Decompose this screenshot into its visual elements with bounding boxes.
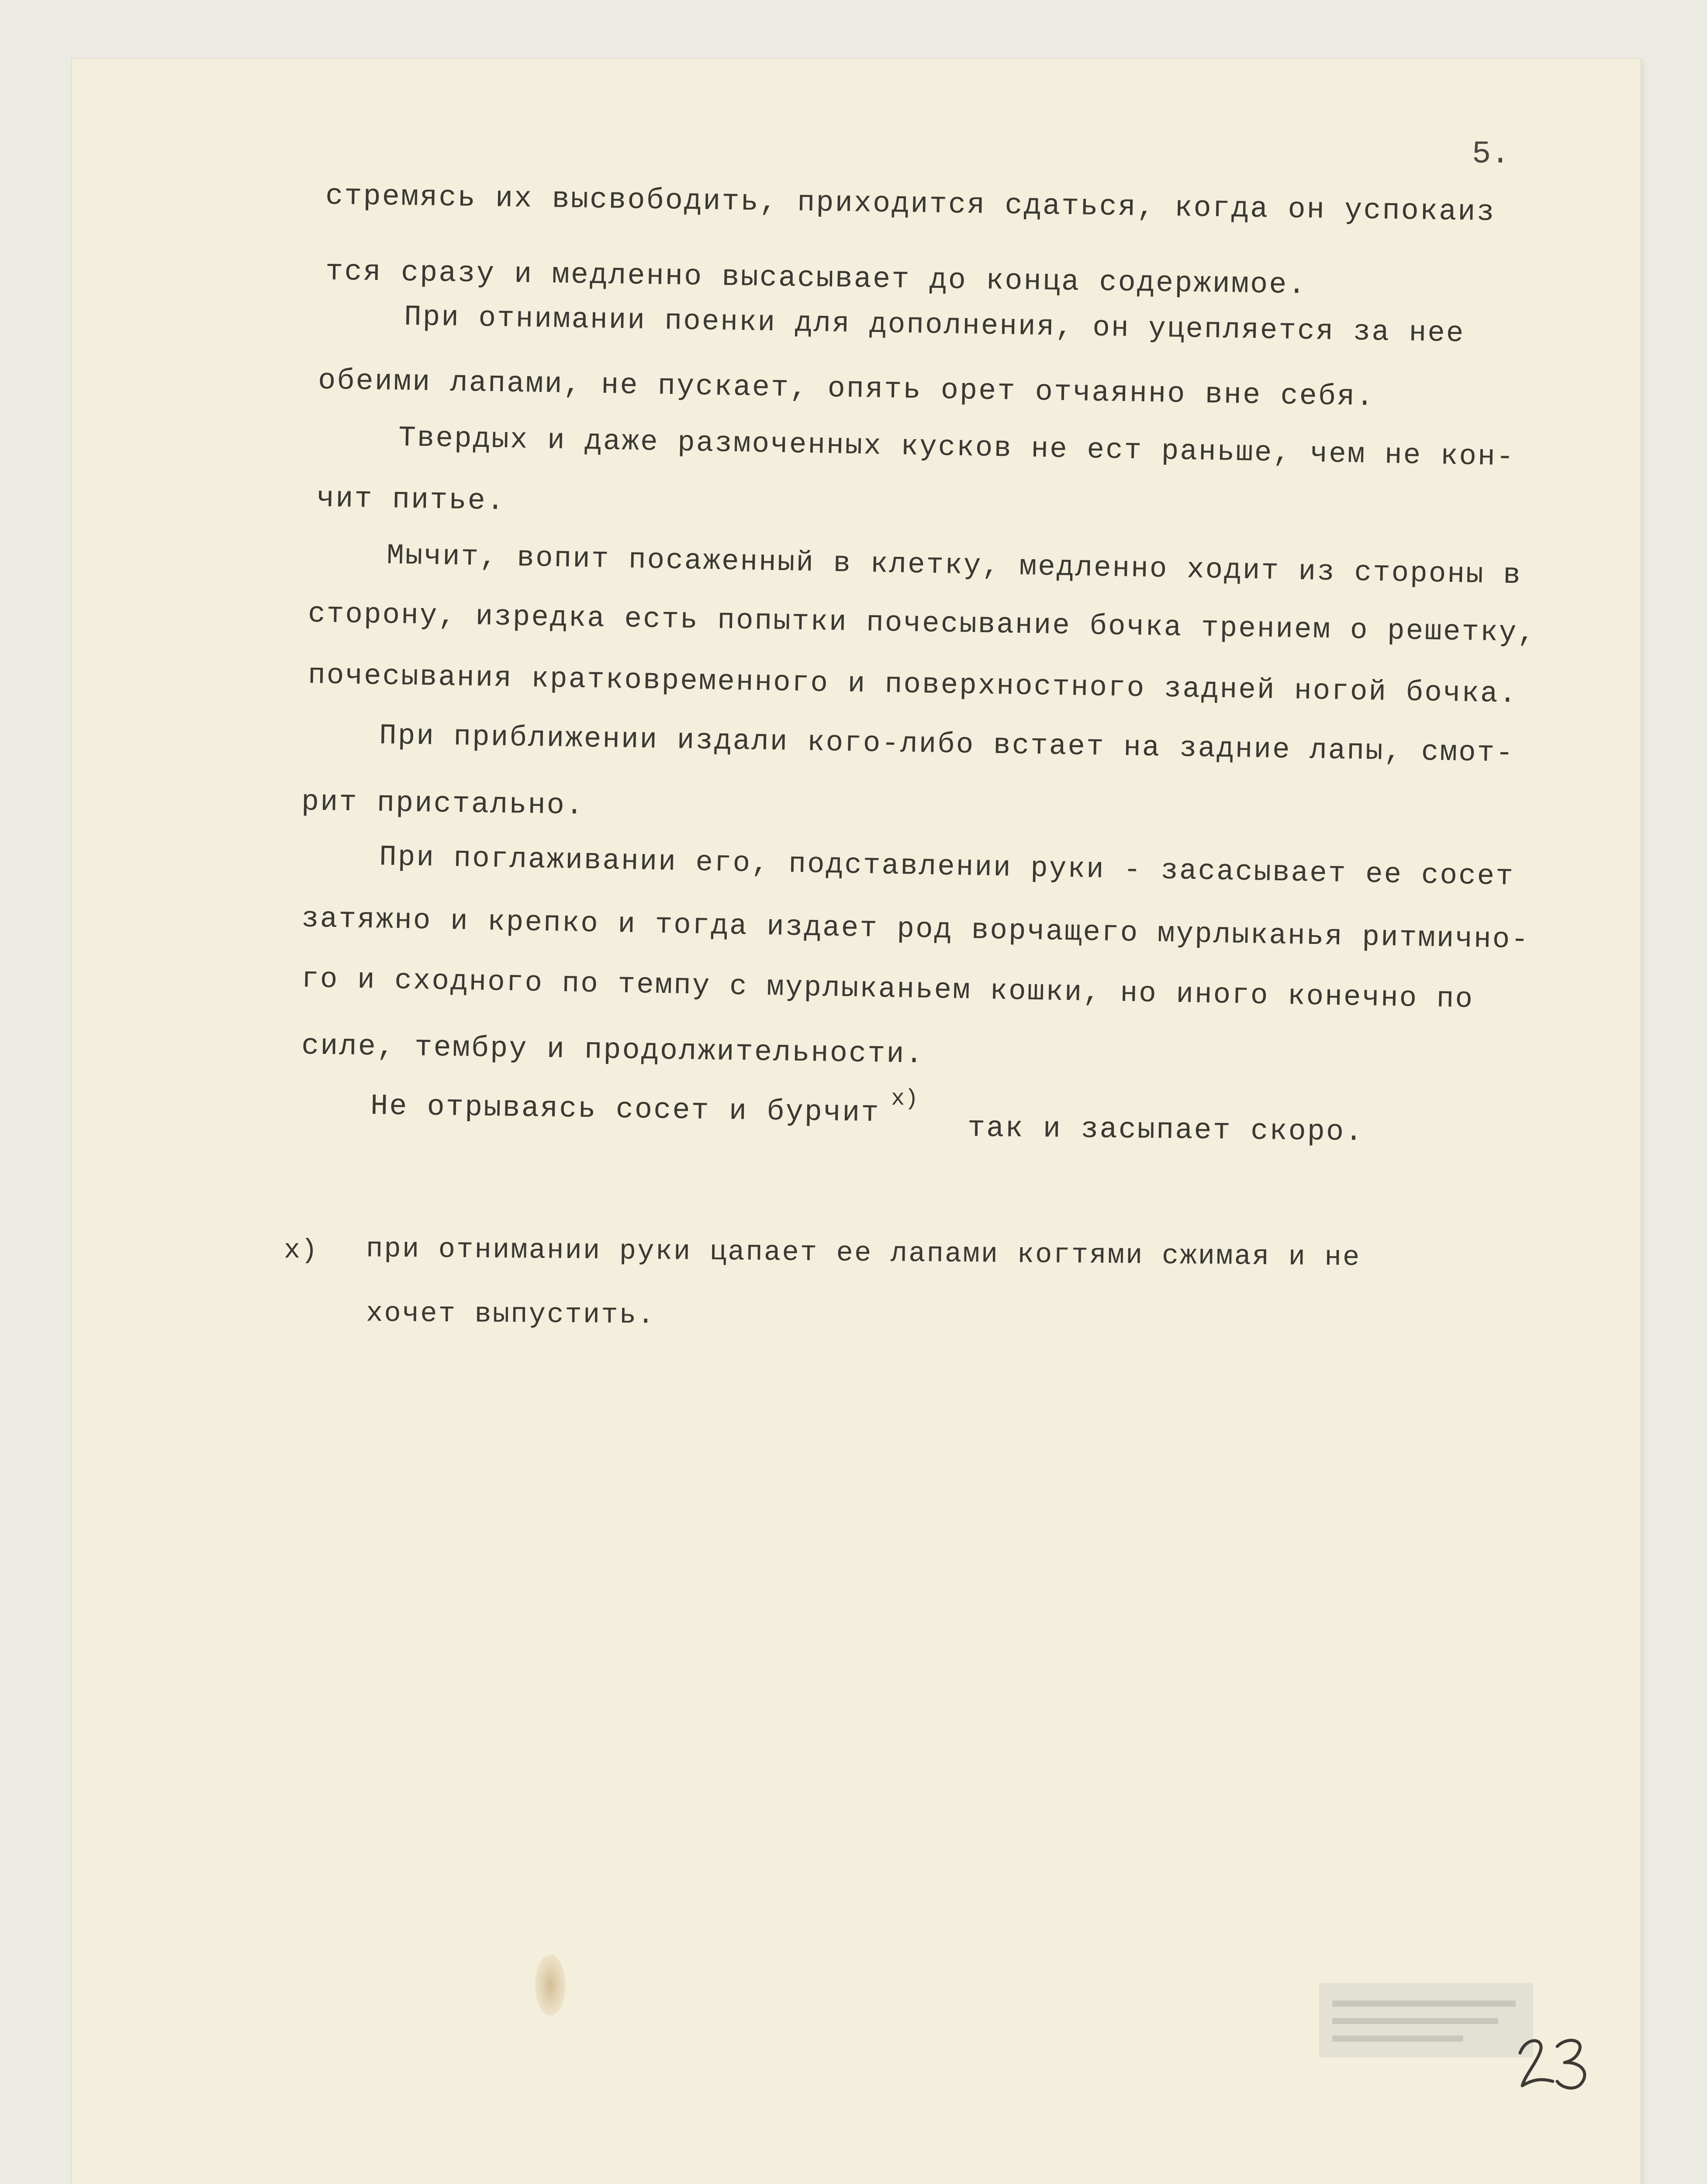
body-line: тся сразу и медленно высасывает до конца содержимое.	[325, 255, 1307, 302]
archive-stamp	[1319, 1983, 1533, 2057]
body-line: Твердых и даже размоченных кусков не ест раньше, чем не кон-	[398, 421, 1515, 474]
body-line: затяжно и крепко и тогда издает род ворчащего мурлыканья ритмично-	[301, 902, 1530, 957]
footnote-line: хочет выпустить.	[366, 1298, 656, 1332]
body-line: Не отрываясь сосет и бурчит	[370, 1089, 881, 1130]
paper-stain	[535, 1955, 566, 2016]
page-number: 5.	[1472, 136, 1510, 172]
body-line: сторону, изредка есть попытки почесывание бочка трением о решетку,	[308, 597, 1537, 650]
body-line: стремясь их высвободить, приходится сдаться, когда он успокаиз	[325, 180, 1496, 229]
body-line: При отнимании поенки для дополнения, он уцепляется за нее	[404, 300, 1465, 350]
body-line: чит питье.	[316, 482, 506, 518]
body-line: силе, тембру и продолжительности.	[301, 1030, 925, 1071]
body-line: обеими лапами, не пускает, опять орет отчаянно вне себя.	[318, 364, 1375, 414]
body-line: рит пристально.	[301, 785, 585, 823]
body-line: го и сходного по темпу с мурлыканьем кошки, но иного конечно по	[301, 962, 1474, 1016]
body-line: При приближении издали кого-либо встает на задние лапы, смот-	[379, 719, 1515, 770]
footnote-reference: x)	[891, 1086, 919, 1112]
body-line: Мычит, вопит посаженный в клетку, медленно ходит из стороны в	[386, 539, 1522, 592]
footnote-marker: x)	[284, 1235, 318, 1266]
body-line: так и засыпает скоро.	[967, 1112, 1364, 1149]
footnote-line: при отнимании руки цапает ее лапами когтями сжимая и не	[366, 1234, 1361, 1274]
handwritten-archive-number	[1516, 2027, 1599, 2092]
body-line: почесывания кратковременного и поверхностного задней ногой бочка.	[308, 659, 1518, 711]
body-line: При поглаживании его, подставлении руки - засасывает ее сосет	[379, 840, 1515, 893]
